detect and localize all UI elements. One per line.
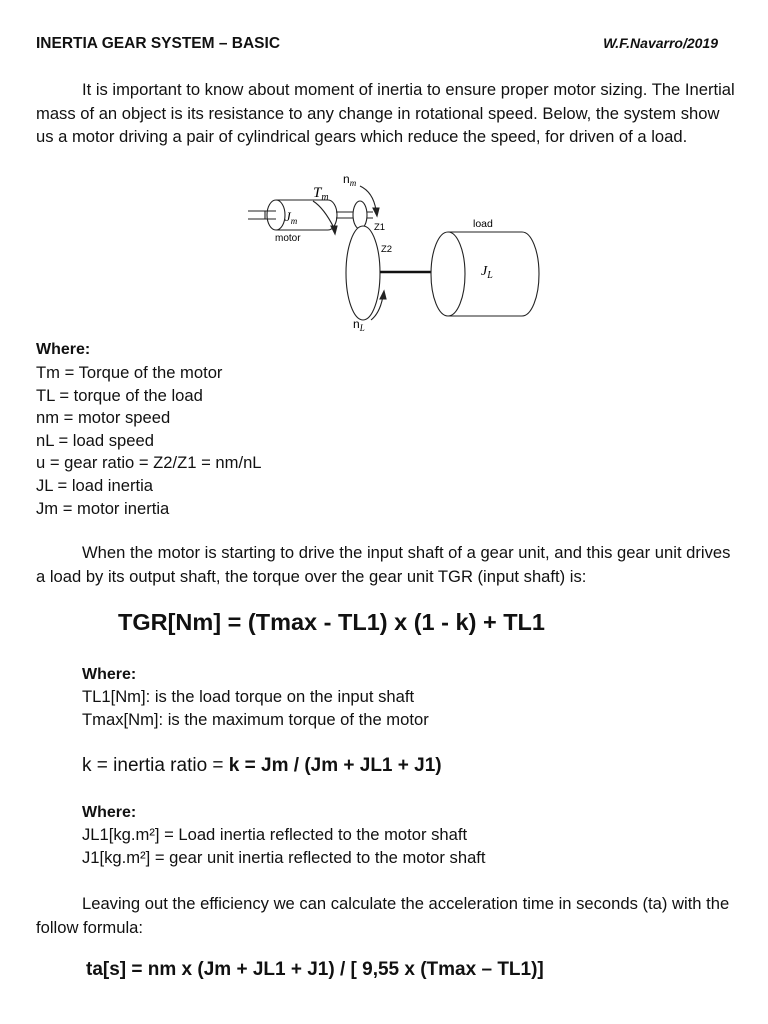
list-item: J1[kg.m²] = gear unit inertia reflected to the motor shaft <box>82 847 486 867</box>
jm-label: $J_m$ <box>285 209 298 226</box>
list-item: u = gear ratio = Z2/Z1 = nm/nL <box>36 453 262 473</box>
inertia-ratio-prefix: k = inertia ratio = <box>82 755 229 776</box>
where-block-3 <box>82 804 486 869</box>
author-credit: W.F.Navarro/2019 <box>603 35 718 51</box>
nm-label: $n_m$ <box>343 172 357 188</box>
motor-label: motor <box>275 233 301 244</box>
z1-label: Z1 <box>374 222 386 233</box>
inertia-ratio-formula <box>82 755 442 777</box>
list-item: TL1[Nm]: is the load torque on the input shaft <box>82 687 415 706</box>
gear-unit-paragraph <box>36 541 736 588</box>
acceleration-time-formula: ta[s] = nm x (Jm + JL1 + J1) / [ 9,55 x (Tmax – TL1)] <box>86 959 544 980</box>
acceleration-text: Leaving out the efficiency we can calculate the acceleration time in seconds (ta) with the follow formula: <box>36 894 730 937</box>
acceleration-paragraph <box>36 892 736 939</box>
inertia-ratio-expression: k = Jm / (Jm + JL1 + J1) <box>228 755 442 776</box>
where-heading: Where: <box>36 341 91 358</box>
list-item: Tmax[Nm]: is the maximum torque of the motor <box>82 709 429 729</box>
document-title: INERTIA GEAR SYSTEM – BASIC <box>36 35 281 52</box>
list-item: Tm = Torque of the motor <box>36 363 223 382</box>
list-item: JL1[kg.m²] = Load inertia reflected to the motor shaft <box>82 825 468 844</box>
load-label: load <box>473 218 493 230</box>
list-item: JL = load inertia <box>36 475 153 495</box>
nl-label: $n_L$ <box>353 317 365 333</box>
gear-unit-text: When the motor is starting to drive the input shaft of a gear unit, and this gear unit drives a load by its output shaft, the torque over the gear unit TGR (input shaft) is: <box>36 543 731 586</box>
intro-text: It is important to know about moment of inertia to ensure proper motor sizing. The Inertial mass of an object is its resistance to any change in rotational speed. Below, the system show us a motor driving a pair of cylindrical gears which reduce the speed, for driven of a load. <box>36 80 735 146</box>
where-block-2 <box>82 666 429 731</box>
intro-paragraph <box>36 78 736 149</box>
definition-list <box>82 686 429 731</box>
gear-system-diagram <box>240 168 550 343</box>
where-block-1 <box>36 341 262 520</box>
list-item: nL = load speed <box>36 430 154 450</box>
tgr-formula: TGR[Nm] = (Tmax - TL1) x (1 - k) + TL1 <box>118 609 545 635</box>
jl-label: $J_L$ <box>481 264 493 281</box>
z2-label: Z2 <box>381 244 393 255</box>
gear-z2 <box>346 226 380 320</box>
gear-z1 <box>353 201 367 229</box>
list-item: nm = motor speed <box>36 408 171 428</box>
definition-list <box>82 824 486 869</box>
list-item: Jm = motor inertia <box>36 498 170 518</box>
tm-label: $T_m$ <box>313 185 329 203</box>
where-heading: Where: <box>82 666 137 683</box>
where-heading: Where: <box>82 804 137 821</box>
list-item: TL = torque of the load <box>36 385 203 405</box>
definition-list <box>36 362 262 520</box>
